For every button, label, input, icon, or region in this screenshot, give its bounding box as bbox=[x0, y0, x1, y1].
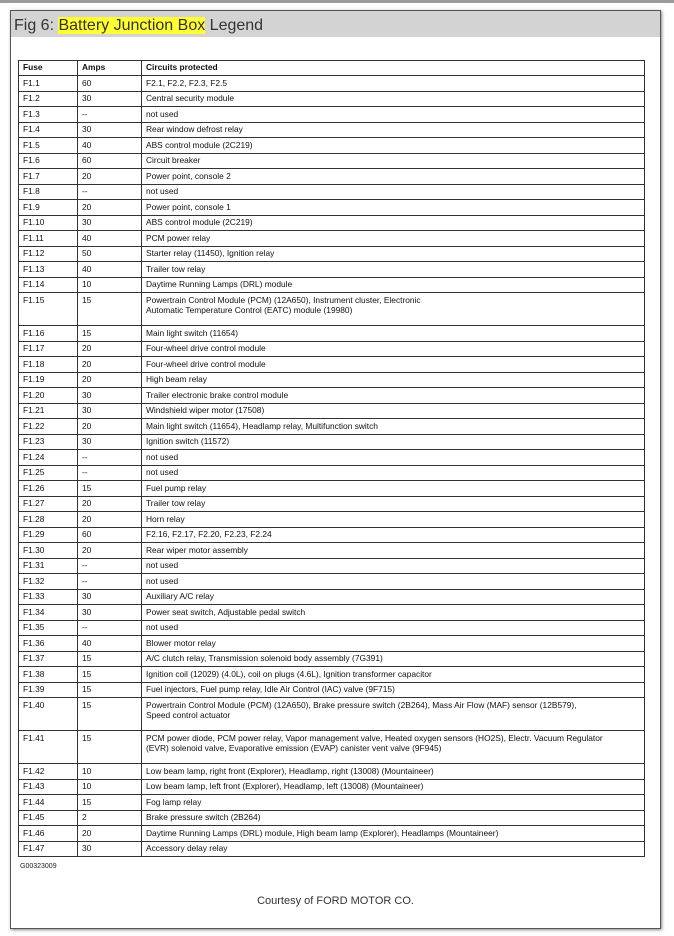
amps-cell: 10 bbox=[78, 277, 142, 293]
amps-cell: -- bbox=[78, 450, 142, 466]
figure-frame bbox=[10, 10, 661, 929]
amps-cell: 30 bbox=[78, 434, 142, 450]
fuse-cell: F1.39 bbox=[19, 682, 78, 698]
amps-cell: 2 bbox=[78, 810, 142, 826]
circuits-cell: Fuel injectors, Fuel pump relay, Idle Air Control (IAC) valve (9F715) bbox=[142, 682, 645, 698]
amps-cell: 60 bbox=[78, 527, 142, 543]
circuits-cell: Central security module bbox=[142, 91, 645, 107]
circuits-cell: Power point, console 1 bbox=[142, 200, 645, 216]
figure-title bbox=[14, 17, 263, 35]
fuse-cell: F1.7 bbox=[19, 169, 78, 185]
table-row bbox=[19, 450, 645, 466]
fuse-cell: F1.18 bbox=[19, 357, 78, 373]
amps-cell: 15 bbox=[78, 731, 142, 764]
circuits-cell: not used bbox=[142, 558, 645, 574]
amps-cell: -- bbox=[78, 107, 142, 123]
fuse-cell: F1.1 bbox=[19, 76, 78, 92]
table-row bbox=[19, 651, 645, 667]
circuits-cell: ABS control module (2C219) bbox=[142, 138, 645, 154]
window-top-border bbox=[0, 0, 674, 3]
circuits-cell: Low beam lamp, left front (Explorer), Headlamp, left (13008) (Mountaineer) bbox=[142, 779, 645, 795]
table-row bbox=[19, 481, 645, 497]
fuse-cell: F1.10 bbox=[19, 215, 78, 231]
circuits-cell: Circuit breaker bbox=[142, 153, 645, 169]
table-row bbox=[19, 107, 645, 123]
amps-cell: 20 bbox=[78, 419, 142, 435]
circuits-cell: Blower motor relay bbox=[142, 636, 645, 652]
table-row bbox=[19, 122, 645, 138]
table-row bbox=[19, 496, 645, 512]
amps-cell: 15 bbox=[78, 293, 142, 326]
fuse-cell: F1.26 bbox=[19, 481, 78, 497]
circuits-cell: Four-wheel drive control module bbox=[142, 341, 645, 357]
fuse-cell: F1.43 bbox=[19, 779, 78, 795]
figure-code: G00323009 bbox=[20, 863, 57, 870]
title-suffix: Legend bbox=[205, 17, 264, 34]
circuits-cell: not used bbox=[142, 620, 645, 636]
fuse-cell: F1.37 bbox=[19, 651, 78, 667]
amps-cell: 30 bbox=[78, 605, 142, 621]
table-row bbox=[19, 434, 645, 450]
circuits-cell: Powertrain Control Module (PCM) (12A650), Brake pressure switch (2B264), Mass Air Flow (MAF) sensor (12B579), Speed control actuator bbox=[142, 698, 645, 731]
fuse-cell: F1.27 bbox=[19, 496, 78, 512]
table-row bbox=[19, 779, 645, 795]
amps-cell: 40 bbox=[78, 262, 142, 278]
table-row bbox=[19, 231, 645, 247]
header-circuits: Circuits protected bbox=[142, 61, 645, 76]
circuits-cell: Power point, console 2 bbox=[142, 169, 645, 185]
circuits-cell: Accessory delay relay bbox=[142, 841, 645, 857]
fuse-cell: F1.29 bbox=[19, 527, 78, 543]
table-row bbox=[19, 731, 645, 764]
header-amps: Amps bbox=[78, 61, 142, 76]
table-row bbox=[19, 667, 645, 683]
table-row bbox=[19, 341, 645, 357]
circuits-cell: Ignition switch (11572) bbox=[142, 434, 645, 450]
circuits-cell: not used bbox=[142, 184, 645, 200]
amps-cell: 30 bbox=[78, 403, 142, 419]
table-row bbox=[19, 826, 645, 842]
table-row bbox=[19, 764, 645, 780]
circuits-cell: Trailer electronic brake control module bbox=[142, 388, 645, 404]
fuse-cell: F1.31 bbox=[19, 558, 78, 574]
circuits-cell: Powertrain Control Module (PCM) (12A650), Instrument cluster, Electronic Automatic Temperature Control (EATC) module (19980) bbox=[142, 293, 645, 326]
fuse-cell: F1.21 bbox=[19, 403, 78, 419]
table-row bbox=[19, 698, 645, 731]
fuse-cell: F1.33 bbox=[19, 589, 78, 605]
table-row bbox=[19, 262, 645, 278]
amps-cell: 40 bbox=[78, 138, 142, 154]
table-row bbox=[19, 605, 645, 621]
table-row bbox=[19, 589, 645, 605]
amps-cell: -- bbox=[78, 184, 142, 200]
table-row bbox=[19, 682, 645, 698]
fuse-cell: F1.41 bbox=[19, 731, 78, 764]
courtesy-credit: Courtesy of FORD MOTOR CO. bbox=[257, 895, 414, 907]
fuse-cell: F1.47 bbox=[19, 841, 78, 857]
fuse-cell: F1.30 bbox=[19, 543, 78, 559]
amps-cell: 15 bbox=[78, 481, 142, 497]
circuits-cell: Windshield wiper motor (17508) bbox=[142, 403, 645, 419]
amps-cell: 15 bbox=[78, 682, 142, 698]
circuits-cell: A/C clutch relay, Transmission solenoid body assembly (7G391) bbox=[142, 651, 645, 667]
table-row bbox=[19, 326, 645, 342]
amps-cell: 20 bbox=[78, 341, 142, 357]
circuits-cell: F2.16, F2.17, F2.20, F2.23, F2.24 bbox=[142, 527, 645, 543]
amps-cell: 20 bbox=[78, 200, 142, 216]
table-row bbox=[19, 419, 645, 435]
amps-cell: 15 bbox=[78, 326, 142, 342]
table-row bbox=[19, 169, 645, 185]
circuits-cell: Main light switch (11654), Headlamp relay, Multifunction switch bbox=[142, 419, 645, 435]
amps-cell: 30 bbox=[78, 91, 142, 107]
fuse-cell: F1.38 bbox=[19, 667, 78, 683]
table-row bbox=[19, 153, 645, 169]
title-highlight: Battery Junction Box bbox=[58, 17, 206, 34]
table-row bbox=[19, 512, 645, 528]
table-row bbox=[19, 91, 645, 107]
circuits-cell: ABS control module (2C219) bbox=[142, 215, 645, 231]
table-header-row bbox=[19, 61, 645, 76]
fuse-cell: F1.23 bbox=[19, 434, 78, 450]
table-row bbox=[19, 215, 645, 231]
fuse-cell: F1.42 bbox=[19, 764, 78, 780]
fuse-cell: F1.35 bbox=[19, 620, 78, 636]
table-row bbox=[19, 841, 645, 857]
table-row bbox=[19, 138, 645, 154]
amps-cell: 60 bbox=[78, 153, 142, 169]
amps-cell: 60 bbox=[78, 76, 142, 92]
table-row bbox=[19, 372, 645, 388]
table-row bbox=[19, 543, 645, 559]
circuits-cell: PCM power relay bbox=[142, 231, 645, 247]
amps-cell: 30 bbox=[78, 589, 142, 605]
circuits-cell: High beam relay bbox=[142, 372, 645, 388]
fuse-cell: F1.20 bbox=[19, 388, 78, 404]
fuse-cell: F1.4 bbox=[19, 122, 78, 138]
amps-cell: 20 bbox=[78, 357, 142, 373]
fuse-cell: F1.45 bbox=[19, 810, 78, 826]
title-bar bbox=[11, 11, 660, 37]
fuse-cell: F1.11 bbox=[19, 231, 78, 247]
amps-cell: -- bbox=[78, 465, 142, 481]
circuits-cell: Brake pressure switch (2B264) bbox=[142, 810, 645, 826]
fuse-cell: F1.13 bbox=[19, 262, 78, 278]
fuse-cell: F1.28 bbox=[19, 512, 78, 528]
table-row bbox=[19, 795, 645, 811]
amps-cell: 15 bbox=[78, 667, 142, 683]
amps-cell: 30 bbox=[78, 122, 142, 138]
circuits-cell: Starter relay (11450), Ignition relay bbox=[142, 246, 645, 262]
amps-cell: -- bbox=[78, 558, 142, 574]
circuits-cell: Horn relay bbox=[142, 512, 645, 528]
amps-cell: 20 bbox=[78, 169, 142, 185]
fuse-cell: F1.32 bbox=[19, 574, 78, 590]
table-row bbox=[19, 293, 645, 326]
table-row bbox=[19, 357, 645, 373]
circuits-cell: Daytime Running Lamps (DRL) module bbox=[142, 277, 645, 293]
amps-cell: 10 bbox=[78, 779, 142, 795]
header-fuse: Fuse bbox=[19, 61, 78, 76]
fuse-cell: F1.6 bbox=[19, 153, 78, 169]
amps-cell: 30 bbox=[78, 388, 142, 404]
amps-cell: 50 bbox=[78, 246, 142, 262]
circuits-cell: not used bbox=[142, 107, 645, 123]
amps-cell: 40 bbox=[78, 636, 142, 652]
table-row bbox=[19, 810, 645, 826]
fuse-cell: F1.24 bbox=[19, 450, 78, 466]
fuse-cell: F1.12 bbox=[19, 246, 78, 262]
circuits-cell: Fuel pump relay bbox=[142, 481, 645, 497]
circuits-cell: not used bbox=[142, 465, 645, 481]
table-row bbox=[19, 76, 645, 92]
fuse-cell: F1.9 bbox=[19, 200, 78, 216]
circuits-cell: Ignition coil (12029) (4.0L), coil on plugs (4.6L), Ignition transformer capacitor bbox=[142, 667, 645, 683]
circuits-cell: Low beam lamp, right front (Explorer), Headlamp, right (13008) (Mountaineer) bbox=[142, 764, 645, 780]
fuse-cell: F1.19 bbox=[19, 372, 78, 388]
circuits-cell: Rear window defrost relay bbox=[142, 122, 645, 138]
amps-cell: -- bbox=[78, 620, 142, 636]
amps-cell: 15 bbox=[78, 795, 142, 811]
fuse-cell: F1.17 bbox=[19, 341, 78, 357]
figure-content bbox=[11, 11, 660, 918]
fuse-cell: F1.14 bbox=[19, 277, 78, 293]
fuse-cell: F1.34 bbox=[19, 605, 78, 621]
table-row bbox=[19, 465, 645, 481]
table-row bbox=[19, 636, 645, 652]
title-prefix: Fig 6: bbox=[14, 17, 59, 34]
circuits-cell: PCM power diode, PCM power relay, Vapor management valve, Heated oxygen sensors (HO2S), Electr. Vacuum Regulator (EVR) solenoid valve, Evaporative emission (EVAP) canister vent valve (9F945) bbox=[142, 731, 645, 764]
fuse-legend-table bbox=[18, 60, 645, 857]
amps-cell: 20 bbox=[78, 512, 142, 528]
amps-cell: 30 bbox=[78, 841, 142, 857]
amps-cell: 15 bbox=[78, 651, 142, 667]
amps-cell: -- bbox=[78, 574, 142, 590]
table-row bbox=[19, 620, 645, 636]
amps-cell: 20 bbox=[78, 372, 142, 388]
fuse-cell: F1.5 bbox=[19, 138, 78, 154]
fuse-cell: F1.2 bbox=[19, 91, 78, 107]
fuse-cell: F1.8 bbox=[19, 184, 78, 200]
circuits-cell: Rear wiper motor assembly bbox=[142, 543, 645, 559]
table-row bbox=[19, 246, 645, 262]
fuse-cell: F1.16 bbox=[19, 326, 78, 342]
circuits-cell: Fog lamp relay bbox=[142, 795, 645, 811]
amps-cell: 20 bbox=[78, 496, 142, 512]
circuits-cell: Main light switch (11654) bbox=[142, 326, 645, 342]
table-row bbox=[19, 388, 645, 404]
circuits-cell: Daytime Running Lamps (DRL) module, High beam lamp (Explorer), Headlamps (Mountaineer) bbox=[142, 826, 645, 842]
circuits-cell: not used bbox=[142, 574, 645, 590]
circuits-cell: Power seat switch, Adjustable pedal switch bbox=[142, 605, 645, 621]
table-row bbox=[19, 574, 645, 590]
circuits-cell: Auxiliary A/C relay bbox=[142, 589, 645, 605]
amps-cell: 20 bbox=[78, 543, 142, 559]
circuits-cell: Four-wheel drive control module bbox=[142, 357, 645, 373]
amps-cell: 40 bbox=[78, 231, 142, 247]
fuse-cell: F1.36 bbox=[19, 636, 78, 652]
fuse-cell: F1.44 bbox=[19, 795, 78, 811]
fuse-cell: F1.46 bbox=[19, 826, 78, 842]
amps-cell: 20 bbox=[78, 826, 142, 842]
fuse-cell: F1.3 bbox=[19, 107, 78, 123]
table-row bbox=[19, 403, 645, 419]
circuits-cell: F2.1, F2.2, F2.3, F2.5 bbox=[142, 76, 645, 92]
circuits-cell: Trailer tow relay bbox=[142, 262, 645, 278]
table-row bbox=[19, 200, 645, 216]
amps-cell: 10 bbox=[78, 764, 142, 780]
fuse-cell: F1.40 bbox=[19, 698, 78, 731]
table-row bbox=[19, 527, 645, 543]
fuse-cell: F1.25 bbox=[19, 465, 78, 481]
table-row bbox=[19, 277, 645, 293]
circuits-cell: Trailer tow relay bbox=[142, 496, 645, 512]
amps-cell: 30 bbox=[78, 215, 142, 231]
fuse-cell: F1.22 bbox=[19, 419, 78, 435]
circuits-cell: not used bbox=[142, 450, 645, 466]
fuse-cell: F1.15 bbox=[19, 293, 78, 326]
table-row bbox=[19, 558, 645, 574]
amps-cell: 15 bbox=[78, 698, 142, 731]
table-row bbox=[19, 184, 645, 200]
